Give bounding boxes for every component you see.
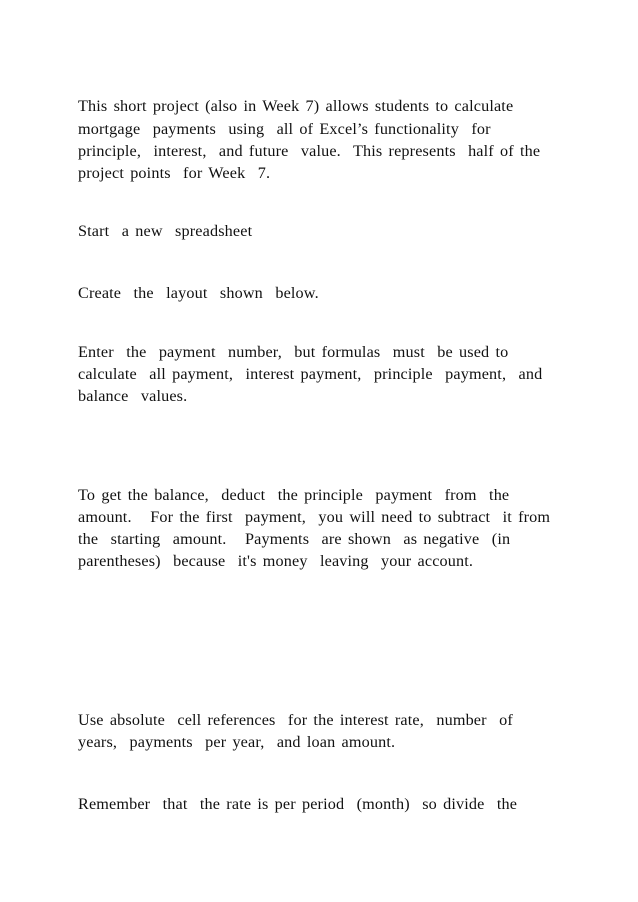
paragraph-4-line-3: balance values. [78,387,188,405]
paragraph-2-line-1: Start a new spreadsheet [78,222,253,240]
paragraph-5-line-4: parentheses) because it's money leaving your account. [78,552,474,570]
paragraph-5-line-1: To get the balance, deduct the principle payment from the [78,486,510,504]
paragraph-4-line-1: Enter the payment number, but formulas must be used to [78,343,509,361]
paragraph-1-line-1: This short project (also in Week 7) allows students to calculate [78,97,514,115]
paragraph-6-line-2: years, payments per year, and loan amount. [78,733,396,751]
paragraph-1-line-4: project points for Week 7. [78,164,271,182]
paragraph-5-line-2: amount. For the first payment, you will need to subtract it from [78,508,551,526]
paragraph-5-line-3: the starting amount. Payments are shown as negative (in [78,530,511,548]
paragraph-7-line-1: Remember that the rate is per period (month) so divide the [78,795,518,813]
paragraph-3-line-1: Create the layout shown below. [78,284,319,302]
paragraph-1-line-2: mortgage payments using all of Excel’s functionality for [78,120,491,138]
paragraph-1-line-3: principle, interest, and future value. This represents half of the [78,142,541,160]
paragraph-4-line-2: calculate all payment, interest payment, principle payment, and [78,365,543,383]
paragraph-6-line-1: Use absolute cell references for the interest rate, number of [78,711,513,729]
